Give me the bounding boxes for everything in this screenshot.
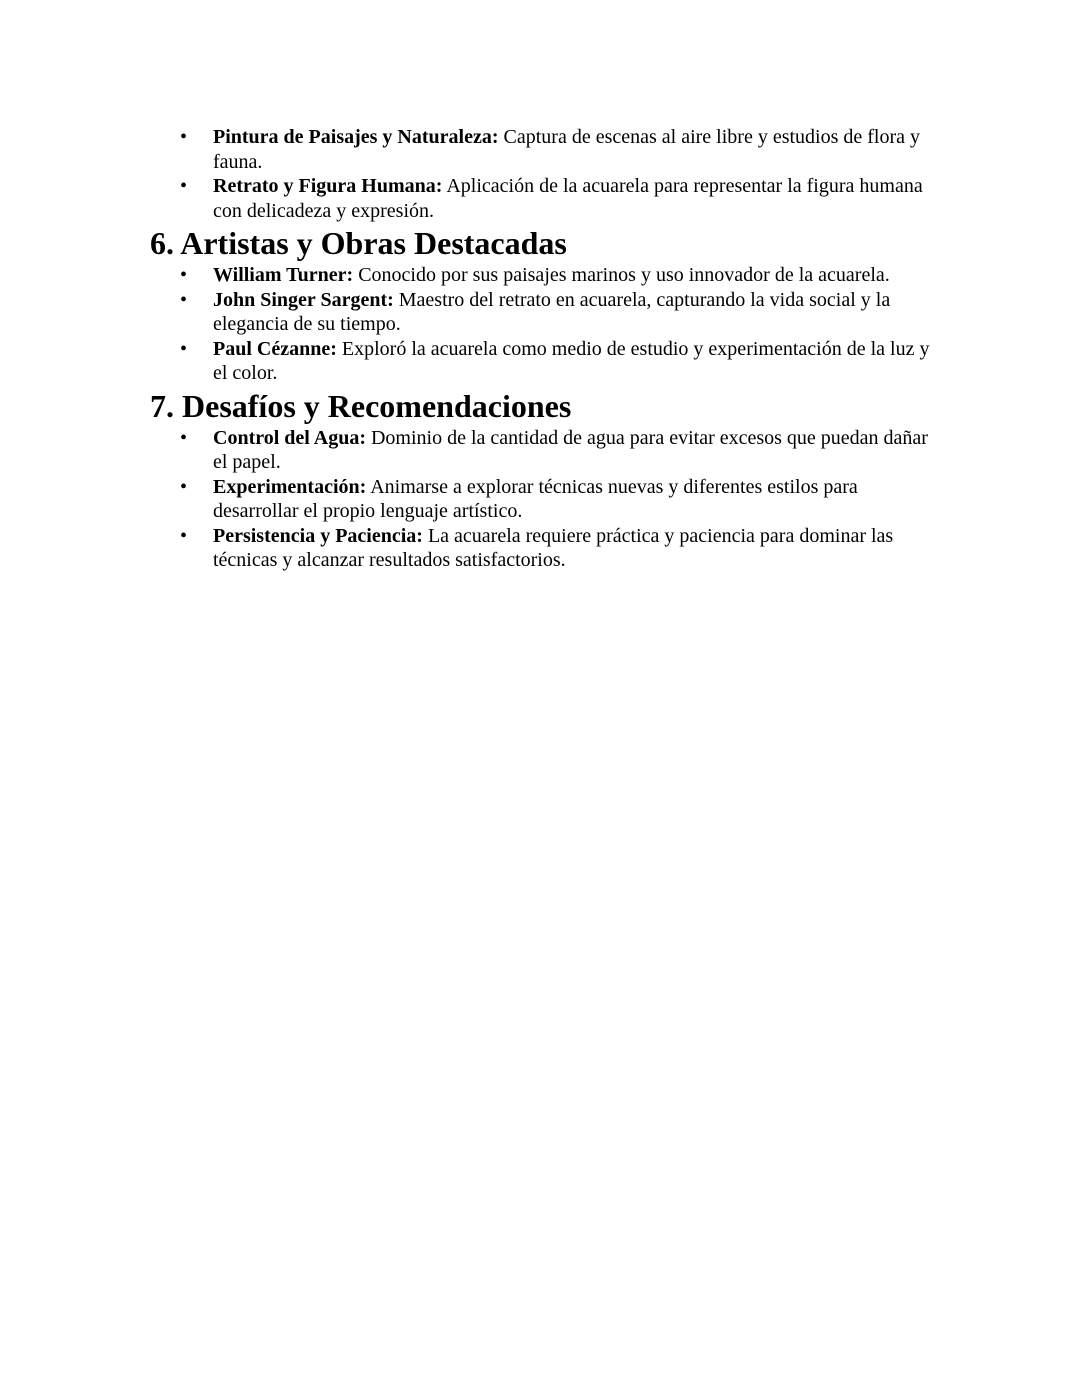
item-term: John Singer Sargent:: [213, 288, 394, 311]
list-item: [150, 426, 940, 475]
bullet-icon: •: [180, 337, 188, 360]
item-text: Aplicación de la acuarela para representar la figura humana con delicadeza y expresión.: [213, 175, 923, 222]
item-text: Exploró la acuarela como medio de estudio y experimentación de la luz y el color.: [213, 337, 930, 384]
bullet-icon: •: [180, 175, 188, 197]
bullet-icon: •: [180, 288, 188, 311]
item-text: Animarse a explorar técnicas nuevas y diferentes estilos para desarrollar el propio lenguaje artístico.: [213, 475, 858, 522]
list-item: [150, 174, 940, 223]
item-term: William Turner:: [213, 264, 354, 286]
item-term: Persistencia y Paciencia:: [213, 524, 423, 547]
section-7-list: [150, 426, 940, 573]
item-text: Conocido por sus paisajes marinos y uso innovador de la acuarela.: [353, 264, 890, 286]
item-term: Control del Agua:: [213, 426, 366, 449]
bullet-icon: •: [180, 524, 188, 547]
list-item: [150, 524, 940, 573]
item-text: Dominio de la cantidad de agua para evitar excesos que puedan dañar el papel.: [213, 426, 928, 473]
list-item: [150, 337, 940, 386]
item-term: Retrato y Figura Humana:: [213, 175, 443, 197]
bullet-icon: •: [180, 475, 188, 498]
section-6-heading: 6. Artistas y Obras Destacadas: [150, 225, 567, 261]
list-item: [150, 263, 940, 288]
item-term: Paul Cézanne:: [213, 337, 337, 360]
bullet-icon: •: [180, 426, 188, 449]
intro-list: [150, 125, 940, 223]
item-term: Experimentación:: [213, 475, 367, 498]
item-term: Pintura de Paisajes y Naturaleza:: [213, 126, 499, 148]
item-text: Maestro del retrato en acuarela, capturando la vida social y la elegancia de su tiempo.: [213, 288, 891, 335]
bullet-icon: •: [180, 264, 188, 286]
list-item: [150, 475, 940, 524]
list-item: [150, 125, 940, 174]
section-6-list: [150, 263, 940, 386]
section-7-heading: 7. Desafíos y Recomendaciones: [150, 387, 572, 424]
list-item: [150, 288, 940, 337]
document-content: [150, 125, 940, 573]
item-text: Captura de escenas al aire libre y estudios de flora y fauna.: [213, 126, 921, 173]
bullet-icon: •: [180, 126, 188, 148]
item-text: La acuarela requiere práctica y paciencia para dominar las técnicas y alcanzar resultados satisfactorios.: [213, 524, 894, 571]
